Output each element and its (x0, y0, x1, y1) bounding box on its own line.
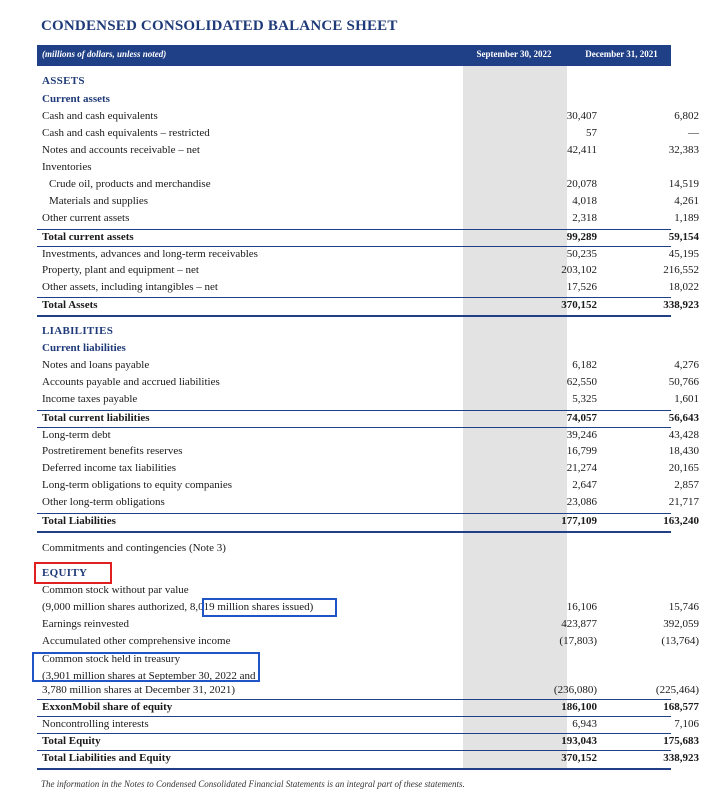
table-row (37, 478, 699, 495)
row-label: Common stock without par value (42, 584, 189, 596)
row-label: LIABILITIES (42, 325, 114, 337)
table-header (37, 45, 671, 66)
table-row (37, 733, 699, 751)
value-sep-2022: 57 (586, 127, 597, 139)
table-row (37, 280, 699, 297)
table-row (37, 229, 699, 247)
row-label: 3,780 million shares at December 31, 2021) (42, 684, 236, 696)
value-dec-2021: 18,430 (668, 445, 699, 457)
table-row (37, 541, 671, 558)
row-label: Earnings reinvested (42, 618, 130, 630)
value-sep-2022: 6,943 (572, 718, 597, 730)
value-sep-2022: 16,106 (566, 601, 597, 613)
row-label: Common stock held in treasury (42, 653, 181, 665)
value-dec-2021: 338,923 (663, 752, 699, 764)
shares-issued-highlight-box (202, 598, 337, 617)
value-sep-2022: 193,043 (561, 735, 597, 747)
value-dec-2021: 59,154 (668, 231, 699, 243)
value-sep-2022: 20,078 (566, 178, 597, 190)
value-dec-2021: 15,746 (668, 601, 699, 613)
value-sep-2022: 16,799 (566, 445, 597, 457)
row-label: Other long-term obligations (42, 496, 165, 508)
value-sep-2022: 99,289 (566, 231, 597, 243)
table-row (37, 92, 671, 109)
table-row (37, 750, 699, 770)
value-sep-2022: 5,325 (572, 393, 597, 405)
row-label: ExxonMobil share of equity (42, 701, 173, 713)
table-row (37, 600, 699, 617)
units-label: (millions of dollars, unless noted) (42, 49, 167, 59)
table-row (37, 634, 699, 651)
value-sep-2022: (236,080) (553, 684, 597, 696)
value-sep-2022: 17,526 (566, 281, 597, 293)
row-label: Total current assets (42, 231, 134, 243)
equity-highlight-box (34, 562, 112, 584)
table-row (37, 211, 699, 228)
value-dec-2021: 6,802 (674, 110, 699, 122)
row-label: Total Liabilities and Equity (42, 752, 171, 764)
value-sep-2022: (17,803) (559, 635, 597, 647)
value-dec-2021: 20,165 (668, 462, 699, 474)
value-sep-2022: 74,057 (566, 412, 597, 424)
value-dec-2021: 43,428 (668, 429, 699, 441)
row-label: Inventories (42, 161, 92, 173)
table-row (37, 143, 699, 160)
value-dec-2021: 392,059 (663, 618, 699, 630)
row-label: Long-term debt (42, 429, 111, 441)
column-header-dec-2021: December 31, 2021 (585, 49, 658, 59)
value-dec-2021: 168,577 (663, 701, 699, 713)
table-row (37, 246, 699, 264)
table-row (37, 263, 699, 280)
value-sep-2022: 21,274 (566, 462, 597, 474)
value-sep-2022: 2,647 (572, 479, 597, 491)
value-dec-2021: 21,717 (668, 496, 699, 508)
row-label: Current assets (42, 93, 110, 105)
value-dec-2021: 1,189 (674, 212, 699, 224)
value-sep-2022: 39,246 (566, 429, 597, 441)
treasury-stock-highlight-box (32, 652, 260, 682)
value-dec-2021: 50,766 (668, 376, 699, 388)
value-sep-2022: 423,877 (561, 618, 597, 630)
footnote: The information in the Notes to Condensed Consolidated Financial Statements is an integral part of these statements. (41, 779, 465, 789)
row-label: Other assets, including intangibles – net (42, 281, 218, 293)
table-row (37, 194, 699, 211)
row-label: EQUITY (42, 567, 88, 579)
row-label: Total current liabilities (42, 412, 150, 424)
row-label: Long-term obligations to equity companies (42, 479, 233, 491)
table-row (37, 358, 699, 375)
value-dec-2021: 18,022 (668, 281, 699, 293)
table-row (37, 392, 699, 409)
row-label: Accumulated other comprehensive income (42, 635, 231, 647)
table-row (37, 74, 671, 91)
value-dec-2021: 4,276 (674, 359, 699, 371)
table-row (37, 617, 699, 634)
value-sep-2022: 6,182 (572, 359, 597, 371)
row-label: Commitments and contingencies (Note 3) (42, 542, 226, 554)
value-dec-2021: 32,383 (668, 144, 699, 156)
value-sep-2022: 370,152 (561, 299, 597, 311)
row-label: Cash and cash equivalents (42, 110, 158, 122)
row-label: (3,901 million shares at September 30, 2022 and (42, 670, 256, 682)
value-dec-2021: — (688, 127, 699, 139)
row-label: Total Assets (42, 299, 98, 311)
value-dec-2021: (225,464) (655, 684, 699, 696)
row-label: Materials and supplies (49, 195, 148, 207)
table-row (37, 177, 699, 194)
table-row (37, 699, 699, 717)
value-sep-2022: 177,109 (561, 515, 597, 527)
value-sep-2022: 62,550 (566, 376, 597, 388)
value-sep-2022: 23,086 (566, 496, 597, 508)
table-row (37, 160, 671, 177)
row-label: Total Liabilities (42, 515, 116, 527)
table-row (37, 444, 699, 461)
row-label: Notes and loans payable (42, 359, 150, 371)
row-label: ASSETS (42, 75, 85, 87)
value-dec-2021: 338,923 (663, 299, 699, 311)
table-row (37, 324, 671, 341)
value-dec-2021: 163,240 (663, 515, 699, 527)
row-label: Accounts payable and accrued liabilities (42, 376, 220, 388)
table-row (37, 341, 671, 358)
row-label: Crude oil, products and merchandise (49, 178, 211, 190)
row-label: Noncontrolling interests (42, 718, 149, 730)
table-row (37, 410, 699, 428)
value-sep-2022: 50,235 (566, 248, 597, 260)
value-dec-2021: (13,764) (661, 635, 699, 647)
column-header-sep-2022: September 30, 2022 (476, 49, 552, 59)
row-label: Income taxes payable (42, 393, 138, 405)
table-row (37, 566, 671, 583)
value-dec-2021: 45,195 (668, 248, 699, 260)
row-label: (9,000 million shares authorized, 8,019 million shares issued) (42, 601, 314, 613)
table-row (37, 583, 671, 600)
value-dec-2021: 216,552 (663, 264, 699, 276)
table-row (37, 126, 699, 143)
table-row (37, 716, 699, 734)
table-row (37, 297, 699, 317)
table-row (37, 427, 699, 445)
row-label: Postretirement benefits reserves (42, 445, 183, 457)
table-row (37, 461, 699, 478)
value-sep-2022: 4,018 (572, 195, 597, 207)
value-sep-2022: 370,152 (561, 752, 597, 764)
value-sep-2022: 203,102 (561, 264, 597, 276)
row-label: Total Equity (42, 735, 101, 747)
value-dec-2021: 1,601 (674, 393, 699, 405)
value-sep-2022: 42,411 (567, 144, 597, 156)
row-label: Notes and accounts receivable – net (42, 144, 200, 156)
row-label: Current liabilities (42, 342, 126, 354)
table-row (37, 495, 699, 512)
table-row (37, 109, 699, 126)
value-sep-2022: 186,100 (561, 701, 597, 713)
value-sep-2022: 2,318 (572, 212, 597, 224)
row-label: Investments, advances and long-term receivables (42, 248, 258, 260)
table-row (37, 375, 699, 392)
row-label: Other current assets (42, 212, 130, 224)
value-dec-2021: 14,519 (668, 178, 699, 190)
row-label: Property, plant and equipment – net (42, 264, 199, 276)
value-dec-2021: 7,106 (674, 718, 699, 730)
value-dec-2021: 175,683 (663, 735, 699, 747)
value-dec-2021: 56,643 (668, 412, 699, 424)
value-dec-2021: 4,261 (674, 195, 699, 207)
value-sep-2022: 30,407 (566, 110, 597, 122)
table-row (37, 683, 699, 700)
page-title: CONDENSED CONSOLIDATED BALANCE SHEET (41, 18, 398, 34)
row-label: Cash and cash equivalents – restricted (42, 127, 210, 139)
value-dec-2021: 2,857 (674, 479, 699, 491)
row-label: Deferred income tax liabilities (42, 462, 177, 474)
table-row (37, 513, 699, 533)
